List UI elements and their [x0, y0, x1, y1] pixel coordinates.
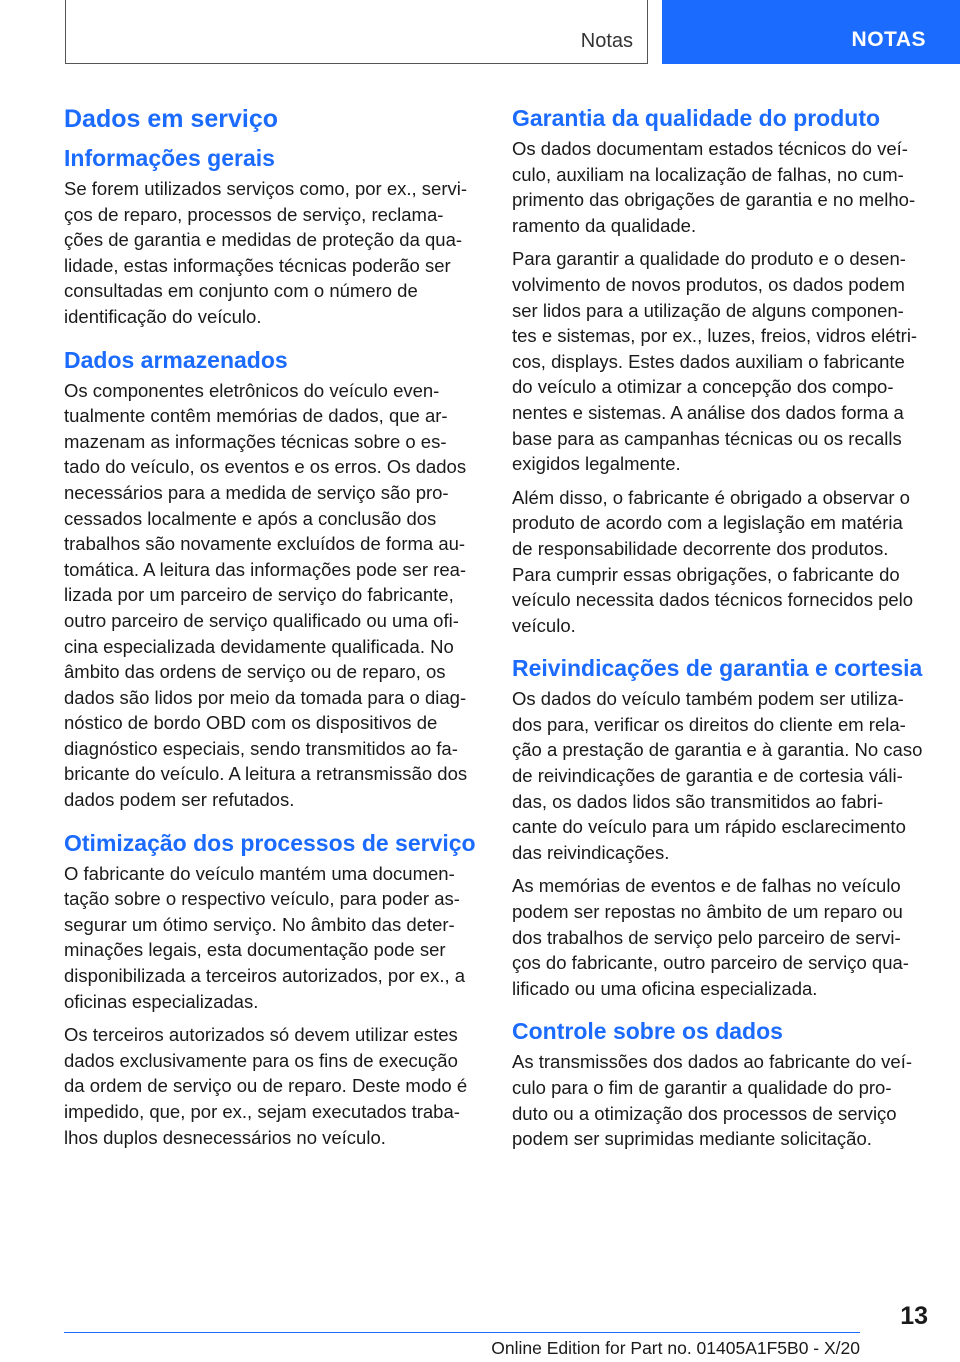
paragraph: Para garantir a qualidade do produto e o desen-volvimento de novos produtos, os dados podem ser lidos para a utilização de alguns componen-tes e sistemas, por ex., luzes, freios, vidros elétri-cos, displays. Estes dados auxiliam o fabricante do veículo a otimizar a concepção dos compo-nentes e sistemas. A análise dos dados forma a base para as campanhas técnicas ou os recalls exigidos legalmente. [512, 248, 918, 475]
paragraph: Os componentes eletrônicos do veículo even-tualmente contêm memórias de dados, que ar-mazenam as informações técnicas sobre o es-tado do veículo, os eventos e os erros. Os dados necessários para a medida de serviço são pro-cessados localmente e após a conclusão dos trabalhos são novamente excluídos de forma au-tomática. A leitura das informações pode ser rea-lizada por um parceiro de serviço do fabricante, outro parceiro de serviço qualificado ou uma ofi-cina especializada devidamente qualificada. No âmbito das ordens de serviço ou de reparo, os dados são lidos por meio da tomada para o diag-nóstico de bordo OBD com os dispositivos de diagnóstico especiais, sendo transmitidos ao fa-bricante do veículo. A leitura a retransmissão dos dados podem ser refutados. [64, 379, 468, 811]
edition-note: Online Edition for Part no. 01405A1F5B0 - X/20 [491, 1338, 860, 1358]
section-title: Otimização dos processos de serviço [64, 829, 476, 856]
footer-divider [64, 1332, 860, 1333]
paragraph: Os terceiros autorizados só devem utilizar estes dados exclusivamente para os fins de execução da ordem de serviço ou de reparo. Deste modo é impedido, que, por ex., sejam executados traba-lhos duplos desnecessários no veículo. [64, 1024, 468, 1148]
page-number: 13 [900, 1302, 928, 1330]
section-title: Informações gerais [64, 145, 275, 171]
page-heading: Dados em serviço [64, 105, 278, 133]
left-column [64, 100, 478, 1158]
header-title: Notas [580, 30, 633, 52]
paragraph: Além disso, o fabricante é obrigado a observar o produto de acordo com a legislação em matéria de responsabilidade decorrente dos produtos. Para cumprir essas obrigações, o fabricante do veículo necessita dados técnicos fornecidos pelo veículo. [512, 486, 914, 636]
right-column [512, 100, 926, 1160]
section-tab [662, 0, 960, 64]
paragraph: As memórias de eventos e de falhas no veículo podem ser repostas no âmbito de um reparo ou dos trabalhos de serviço pelo parceiro de servi-ços do fabricante, outro parceiro de serviço qua-lificado ou uma oficina especializada. [512, 875, 909, 999]
section-title: Dados armazenados [64, 346, 288, 373]
paragraph: Os dados do veículo também podem ser utiliza-dos para, verificar os direitos do cliente em rela-ção a prestação de garantia e à garantia. No caso de reivindicações de garantia e de cortesia váli-das, os dados lidos são transmitidos ao fabri-cante do veículo para um rápido esclarecimento das reivindicações. [512, 688, 923, 863]
paragraph: As transmissões dos dados ao fabricante do veí-culo para o fim de garantir a qualidade do pro-duto ou a otimização dos processos de serviço podem ser suprimidas mediante solicitação. [512, 1051, 913, 1150]
section-title: Garantia da qualidade do produto [512, 105, 881, 131]
section-title: Reivindicações de garantia e cortesia [512, 655, 923, 682]
paragraph: Se forem utilizados serviços como, por ex., servi-ços de reparo, processos de serviço, reclama-ções de garantia e medidas de proteção da qua-lidade, estas informações técnicas poderão ser consultadas em conjunto com o número de identificação do veículo. [64, 178, 468, 327]
section-tab-label: NOTAS [851, 28, 926, 51]
paragraph: Os dados documentam estados técnicos do veí-culo, auxiliam na localização de falhas, no cum-primento das obrigações de garantia e no melho-ramento da qualidade. [512, 138, 916, 236]
section-title: Controle sobre os dados [512, 1018, 783, 1045]
header-frame [65, 0, 648, 64]
paragraph: O fabricante do veículo mantém uma documen-tação sobre o respectivo veículo, para poder as-segurar um ótimo serviço. No âmbito das deter-minações legais, esta documentação pode ser disponibilizada a terceiros autorizados, por ex., a oficinas especializadas. [64, 862, 466, 1012]
